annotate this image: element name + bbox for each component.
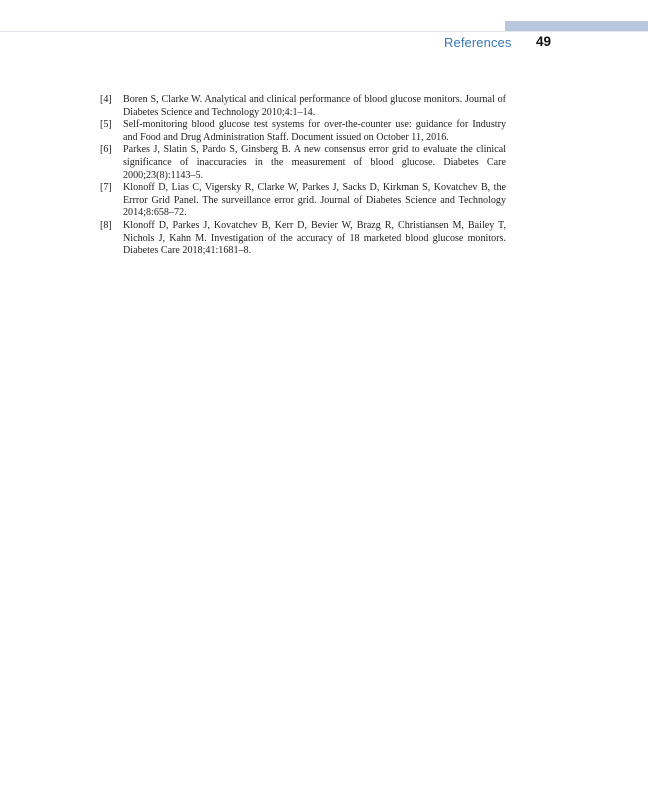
reference-item <box>100 119 506 144</box>
page-number: 49 <box>536 34 552 49</box>
running-head-title: References <box>444 35 512 50</box>
reference-number: [6] <box>100 144 112 156</box>
reference-item <box>100 94 506 119</box>
reference-text: Klonoff D, Parkes J, Kovatchev B, Kerr D, Bevier W, Brazg R, Christiansen M, Bailey T, Nichols J, Kahn M. Investigation of the accuracy of 18 marketed blood glucose monitors. Diabetes Care 2018;41:1681–8. <box>123 219 506 257</box>
reference-number: [5] <box>100 119 112 131</box>
reference-item <box>100 144 506 182</box>
reference-number: [8] <box>100 219 112 231</box>
reference-number: [7] <box>100 182 112 194</box>
reference-item <box>100 182 506 220</box>
reference-text: Parkes J, Slatin S, Pardo S, Ginsberg B. A new consensus error grid to evaluate the clinical significance of inaccuracies in the measurement of blood glucose. Diabetes Care 2000;23(8):1143–5. <box>123 144 506 181</box>
reference-list <box>100 94 506 258</box>
reference-text: Klonoff D, Lias C, Vigersky R, Clarke W, Parkes J, Sacks D, Kirkman S, Kovatchev B, the Errror Grid Panel. The surveillance error grid. Journal of Diabetes Science and Technology 2014;8:658–72. <box>123 182 506 219</box>
reference-text: Self-monitoring blood glucose test systems for over-the-counter use: guidance for Industry and Food and Drug Administration Staff. Document issued on October 11, 2016. <box>123 119 506 143</box>
reference-text: Boren S, Clarke W. Analytical and clinical performance of blood glucose monitors. Journal of Diabetes Science and Technology 2010;4:1–14. <box>123 94 506 118</box>
header-accent-bar <box>505 21 648 31</box>
header-rule <box>0 31 648 32</box>
reference-number: [4] <box>100 94 112 105</box>
reference-item <box>100 220 506 258</box>
